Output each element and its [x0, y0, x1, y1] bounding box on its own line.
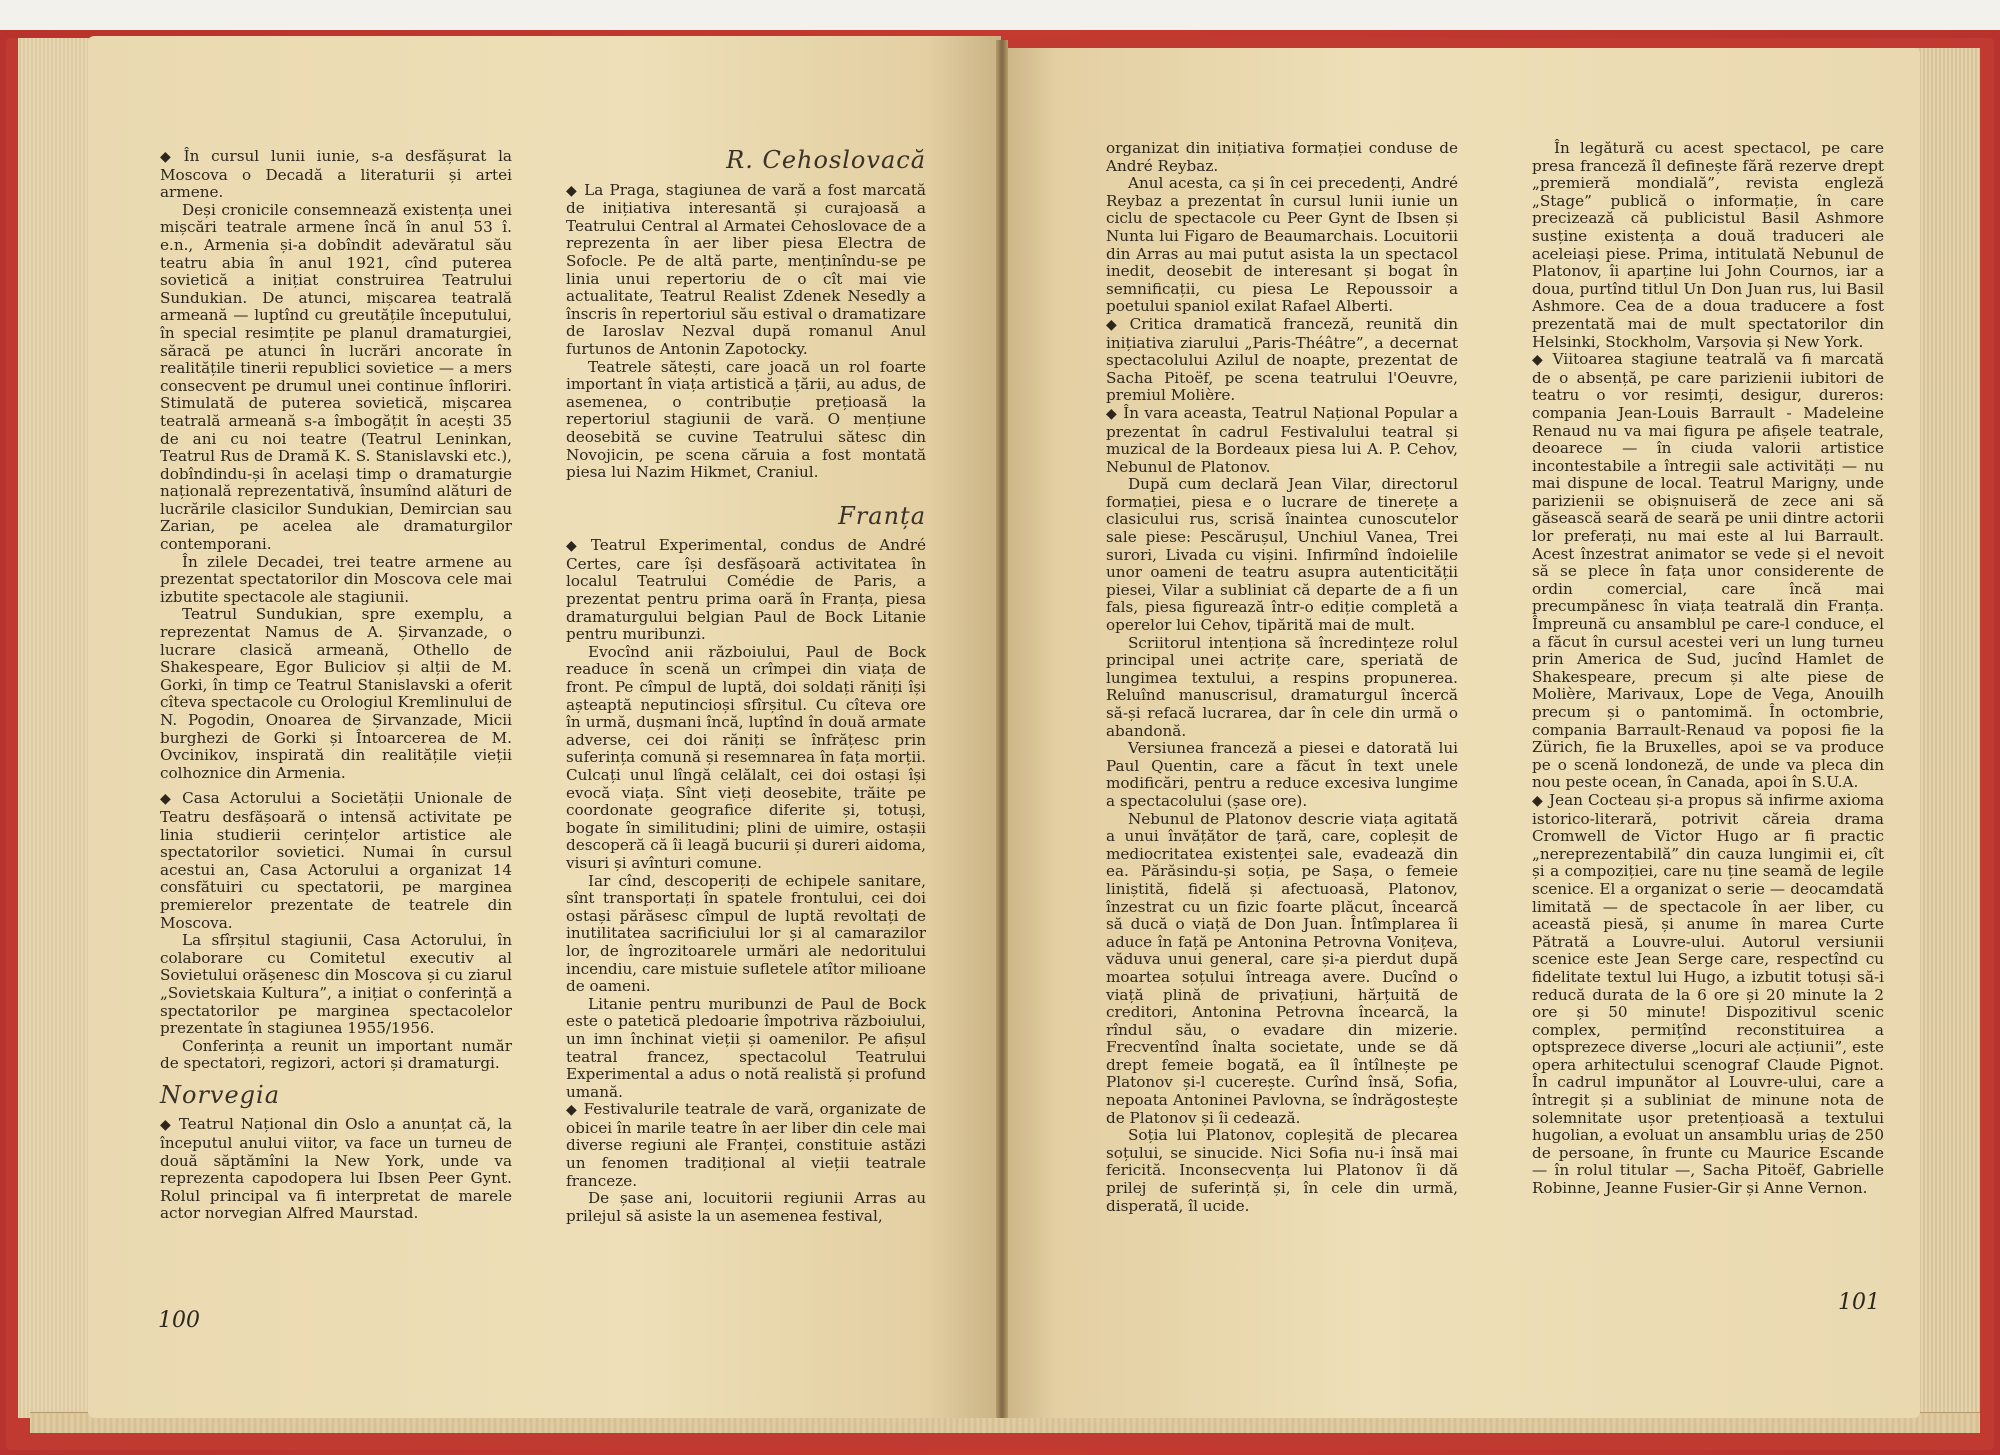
page-number-right: 101 — [1838, 1290, 1880, 1315]
paragraph: După cum declară Jean Vilar, directorul formației, piesa e o lucrare de tinerețe a clasicului rus, scrisă înaintea cunoscutelor sale piese: Pescărușul, Unchiul Vanea, Trei surori, Livada cu vișini. Infirmînd îndoielile unor oameni de teatru asupra autenticității piesei, Vilar a subliniat că departe de a fi un fals, piesa figurează într-o ediție completă a operelor lui Cehov, tipărită mai de mult. — [1106, 475, 1458, 635]
column-2 — [566, 148, 926, 1225]
diamond-bullet-icon: ◆ — [160, 149, 178, 165]
column-3 — [1106, 140, 1458, 1215]
diamond-bullet-icon: ◆ — [566, 1102, 578, 1119]
column-4 — [1532, 140, 1884, 1198]
section-heading-cehoslovacia: R. Cehoslovacă — [726, 146, 926, 174]
paragraph: La sfîrșitul stagiunii, Casa Actorului, în colaborare cu Comitetul executiv al Sovietului orășenesc din Moscova și cu ziarul „Sovietskaia Kultura”, a inițiat o conferință a spectatorilor pe marginea spectacolelor prezentate în stagiunea 1955/1956. — [160, 931, 512, 1038]
diamond-bullet-icon: ◆ — [1106, 316, 1124, 333]
paragraph: Teatrul Sundukian, spre exemplu, a reprezentat Namus de A. Șirvanzade, o lucrare clasică armeană, Othello de Shakespeare, Egor Buliciov și alții de M. Gorki, în timp ce Teatrul Stanislavski a oferit cîteva spectacole cu Orologiul Kremlinului de N. Pogodin, Onoarea de Șirvanzade, Micii burghezi de Gorki și Întoarcerea de M. Ovcinikov, inspirată din realitățile vieții colhoznice din Armenia. — [160, 605, 512, 782]
diamond-bullet-icon: ◆ — [1106, 405, 1118, 422]
paragraph: De șase ani, locuitorii regiunii Arras au prilejul să asiste la un asemenea festival, — [566, 1189, 926, 1225]
paragraph: Teatrele sătești, care joacă un rol foarte important în viața artistică a țării, au adus, de asemenea, o contribuție prețioasă la repertoriul stagiunii de vară. O mențiune deosebită se cuvine Teatrului sătesc din Novojicin, pe scena căruia a fost montată piesa lui Nazim Hikmet, Craniul. — [566, 357, 926, 482]
paragraph: În legătură cu acest spectacol, pe care presa franceză îl definește fără rezerve drept „premieră mondială”, revista engleză „Stage” publică o informație, în care precizează că publicistul Basil Ashmore susține existența a două traduceri ale aceleiași piese. Prima, intitulată Nebunul de Platonov, îi aparține lui John Cournos, iar a doua, purtînd titlul Un Don Juan rus, lui Basil Ashmore. Cea de a doua traducere a fost prezentată mai de mult spectatorilor din Helsinki, Stockholm, Varșovia și New York. — [1532, 139, 1884, 351]
section-heading-franta: Franța — [838, 501, 926, 530]
section-heading-norvegia: Norvegia — [160, 1080, 281, 1109]
paragraph: ◆ În cursul lunii iunie, s-a desfășurat la Moscova o Decadă a literaturii și artei armene. — [160, 147, 512, 202]
diamond-bullet-icon: ◆ — [566, 182, 579, 199]
paragraph: Conferința a reunit un important număr de spectatori, regizori, actori și dramaturgi. — [160, 1036, 512, 1073]
right-page-edges — [1910, 48, 1980, 1418]
paragraph: Litanie pentru muribunzi de Paul de Bock este o patetică pledoarie împotriva războiului, un imn închinat vieții și oamenilor. Pe afișul teatral francez, spectacolul Teatrului Experimental a adus o notă realistă și profund umană. — [566, 994, 926, 1101]
diamond-bullet-icon: ◆ — [566, 538, 585, 555]
diamond-bullet-icon: ◆ — [1532, 792, 1543, 809]
column-1 — [160, 148, 512, 1223]
paragraph: ◆ Jean Cocteau și-a propus să infirme axioma istorico-literară, potrivit căreia drama Cromwell de Victor Hugo ar fi practic „nereprezentabilă” din cauza lungimii ei, cît și a compoziției, care nu ține seamă de legile scenice. El a organizat o serie — deocamdată limitată — de spectacole în aer liber, cu această piesă, și anume în marea Curte Pătrată a Louvre-ului. Autorul versiunii scenice este Jean Serge care, respectînd cu fidelitate textul lui Hugo, a izbutit totuși să-i reducă durata de la 6 ore și 20 minute la 2 ore și 50 minute! Dispozitivul scenic complex, permițînd reconstituirea a optsprezece diverse „locuri ale acțiunii”, este opera arhitectului scenograf Claude Pignot. În cadrul impunător al Louvre-ului, care a întregit și a subliniat de minune nota de solemnitate ușor pretențioasă a textului hugolian, a evoluat un ansamblu uriaș de 250 de persoane, în frunte cu Maurice Escande — în rolul titular —, Sacha Pitoëf, Gabrielle Robinne, Jeanne Fusier-Gir și Anne Vernon. — [1532, 790, 1884, 1198]
paragraph: Anul acesta, ca și în cei precedenți, André Reybaz a prezentat în cursul lunii iunie un ciclu de spectacole cu Peer Gynt de Ibsen și Nunta lui Figaro de Beaumarchais. Locuitorii din Arras au mai putut asista la un spectacol inedit, deosebit de interesant și bogat în semnificații, cu piesa Le Repoussoir a poetului spaniol exilat Rafael Alberti. — [1106, 174, 1458, 316]
paragraph: În zilele Decadei, trei teatre armene au prezentat spectatorilor din Moscova cele mai izbutite spectacole ale stagiunii. — [160, 552, 512, 606]
paragraph: Deși cronicile consemnează existența unei mișcări teatrale armene încă în anul 53 î. e.n., Armenia și-a dobîndit adevăratul său teatru abia în anul 1921, cînd puterea sovietică a inițiat construirea Teatrului Sundukian. De atunci, mișcarea teatrală armeană — luptînd cu greutățile începutului, în special resimțite pe planul dramaturgiei, săracă pe atunci în lucrări ancorate în realitățile tinerii republici sovietice — a mers consecvent pe drumul unei continue înfloriri. Stimulată de puterea sovietică, mișcarea teatrală armeană s-a îmbogățit în acești 35 de ani cu noi teatre (Teatrul Leninkan, Teatrul Rus de Dramă K. S. Stanislavski etc.), dobîndindu-și în același timp o dramaturgie națională reprezentativă, însumînd alături de lucrările clasicilor Sundukian, Demircian sau Zarian, pe acelea ale dramaturgilor contemporani. — [160, 200, 512, 554]
book-gutter — [996, 40, 1008, 1418]
paragraph: ◆ Festivalurile teatrale de vară, organizate de obicei în marile teatre în aer liber din cele mai diverse regiuni ale Franței, constituie astăzi un fenomen tradițional al vieții teatrale franceze. — [566, 1100, 926, 1190]
diamond-bullet-icon: ◆ — [1532, 352, 1547, 369]
paragraph: ◆ Critica dramatică franceză, reunită din inițiativa ziarului „Paris-Théâtre”, a decernat spectacolului Azilul de noapte, prezentat de Sacha Pitoëf, pe scena teatrului l'Oeuvre, premiul Molière. — [1106, 314, 1458, 405]
left-page-edges — [18, 38, 98, 1418]
paragraph: organizat din inițiativa formației conduse de André Reybaz. — [1106, 139, 1458, 175]
paragraph: ◆ Teatrul Experimental, condus de André Certes, care își desfășoară activitatea în localul Teatrului Comédie de Paris, a prezentat pentru prima oară în Franța, piesa dramaturgului belgian Paul de Bock Litanie pentru muribunzi. — [566, 536, 926, 644]
page-number-left: 100 — [158, 1308, 200, 1333]
paragraph: Scriitorul intenționa să încredințeze rolul principal unei actrițe care, speriată de lungimea textului, a respins propunerea. Reluînd manuscrisul, dramaturgul încercă să-și refacă lucrarea, dar în cele din urmă o abandonă. — [1106, 633, 1458, 740]
paragraph: Versiunea franceză a piesei e datorată lui Paul Quentin, care a făcut în text unele modificări, pentru a reduce excesiva lungime a spectacolului (șase ore). — [1106, 739, 1458, 810]
diamond-bullet-icon: ◆ — [160, 1117, 173, 1134]
paragraph: Soția lui Platonov, copleșită de plecarea soțului, se sinucide. Nici Sofia nu-i însă mai fericită. Inconsecvența lui Platonov îi dă prilej de suferință și, în cele din urmă, disperată, îl ucide. — [1106, 1126, 1458, 1215]
paragraph: Iar cînd, descoperiți de echipele sanitare, sînt transportați în spatele frontului, cei doi ostași părăsesc cîmpul de luptă revoltați de inutilitatea sacrificiului lor și al camarazilor lor, de îngrozitoarele urmări ale nedoritului incendiu, care mistuie sufletele atîtor milioane de oameni. — [566, 871, 926, 996]
paragraph: ◆ Viitoarea stagiune teatrală va fi marcată de o absență, pe care parizienii iubitori de teatru o vor resimți, desigur, dureros: compania Jean-Louis Barrault - Madeleine Renaud nu va mai figura pe afișele teatrale, deoarece — în ciuda valorii artistice incontestabile a întregii sale activități — nu mai dispune de local. Teatrul Marigny, unde parizienii se obișnuiseră de zece ani să găsească seară de seară pe unii dintre actorii lor preferați, nu mai este al lui Barrault. Acest înzestrat animator se vede și el nevoit să se plece în fața unor considerente de ordin comercial, care încă mai precumpănesc în viața teatrală din Franța. Împreună cu ansamblul pe care-l conduce, el a făcut în cursul acestei veri un lung turneu prin America de Sud, jucînd Hamlet de Shakespeare, precum și alte piese de Molière, Marivaux, Lope de Vega, Anouilh precum și o pantomimă. În octombrie, compania Barrault-Renaud va poposi fie la Zürich, fie la Bruxelles, apoi se va produce pe o scenă londoneză, de unde va pleca din nou peste ocean, în Canada, apoi în S.U.A. — [1532, 350, 1884, 792]
diamond-bullet-icon: ◆ — [160, 791, 177, 808]
paragraph: Evocînd anii războiului, Paul de Bock readuce în scenă un crîmpei din viața de front. Pe cîmpul de luptă, doi soldați răniți își așteaptă neputincioși sfîrșitul. Cu cîteva ore în urmă, dușmani încă, luptînd în două armate adverse, cei doi răniți se înfrățesc prin suferința comună și resemnarea în fața morții. Culcați unul lîngă celălalt, cei doi ostași își evocă viața. Sînt vieți deosebite, trăite pe coordonate geografice diferite și, totuși, bogate în similitudini; plini de uimire, ostașii descoperă că îi leagă bucurii și dureri aidoma, visuri și avînturi comune. — [566, 642, 926, 872]
paragraph: Nebunul de Platonov descrie viața agitată a unui învățător de țară, care, copleșit de mediocritatea existenței sale, evadează din ea. Părăsindu-și soția, pe Sașa, o femeie liniștită, fidelă și afectuoasă, Platonov, înzestrat cu un fizic foarte plăcut, încearcă să ducă o viață de Don Juan. Întîmplarea îi aduce în față pe Antonina Petrovna Vonițeva, văduva unui general, care și-a pierdut după moartea soțului întreaga avere. Ducînd o viață plină de privațiuni, hărțuită de creditori, Antonina Petrovna încearcă, la rîndul său, o evadare din mizerie. Frecventînd înalta societate, unde se dă drept femeie bogată, ea îl întîlnește pe Platonov și-l cucerește. Curînd însă, Sofia, nepoata Antoninei Pavlovna, se îndrăgostește de Platonov și îi cedează. — [1106, 809, 1458, 1127]
paragraph: ◆ Casa Actorului a Societății Unionale de Teatru desfășoară o intensă activitate pe linia studierii cerințelor artistice ale spectatorilor sovietici. Numai în cursul acestui an, Casa Actorului a organizat 14 consfătuiri cu spectatorii, pe marginea premierelor prezentate de teatrele din Moscova. — [160, 789, 512, 932]
paragraph: ◆ În vara aceasta, Teatrul Național Popular a prezentat în cadrul Festivalului teatral și muzical de la Bordeaux piesa lui A. P. Cehov, Nebunul de Platonov. — [1106, 403, 1458, 476]
paragraph: ◆ Teatrul Național din Oslo a anunțat că, la începutul anului viitor, va face un turneu de două săptămîni la New York, unde va reprezenta capodopera lui Ibsen Peer Gynt. Rolul principal va fi interpretat de marele actor norvegian Alfred Maurstad. — [160, 1115, 512, 1223]
paragraph: ◆ La Praga, stagiunea de vară a fost marcată de inițiativa interesantă și curajoasă a Teatrului Central al Armatei Cehoslovace de a reprezenta în aer liber piesa Electra de Sofocle. Pe de altă parte, menținîndu-se pe linia unui repertoriu de o cît mai vie actualitate, Teatrul Realist Zdenek Nesedly a înscris în repertoriul său estival o dramatizare de Iaroslav Nezval după romanul Anul furtunos de Antonin Zapotocky. — [566, 180, 926, 358]
